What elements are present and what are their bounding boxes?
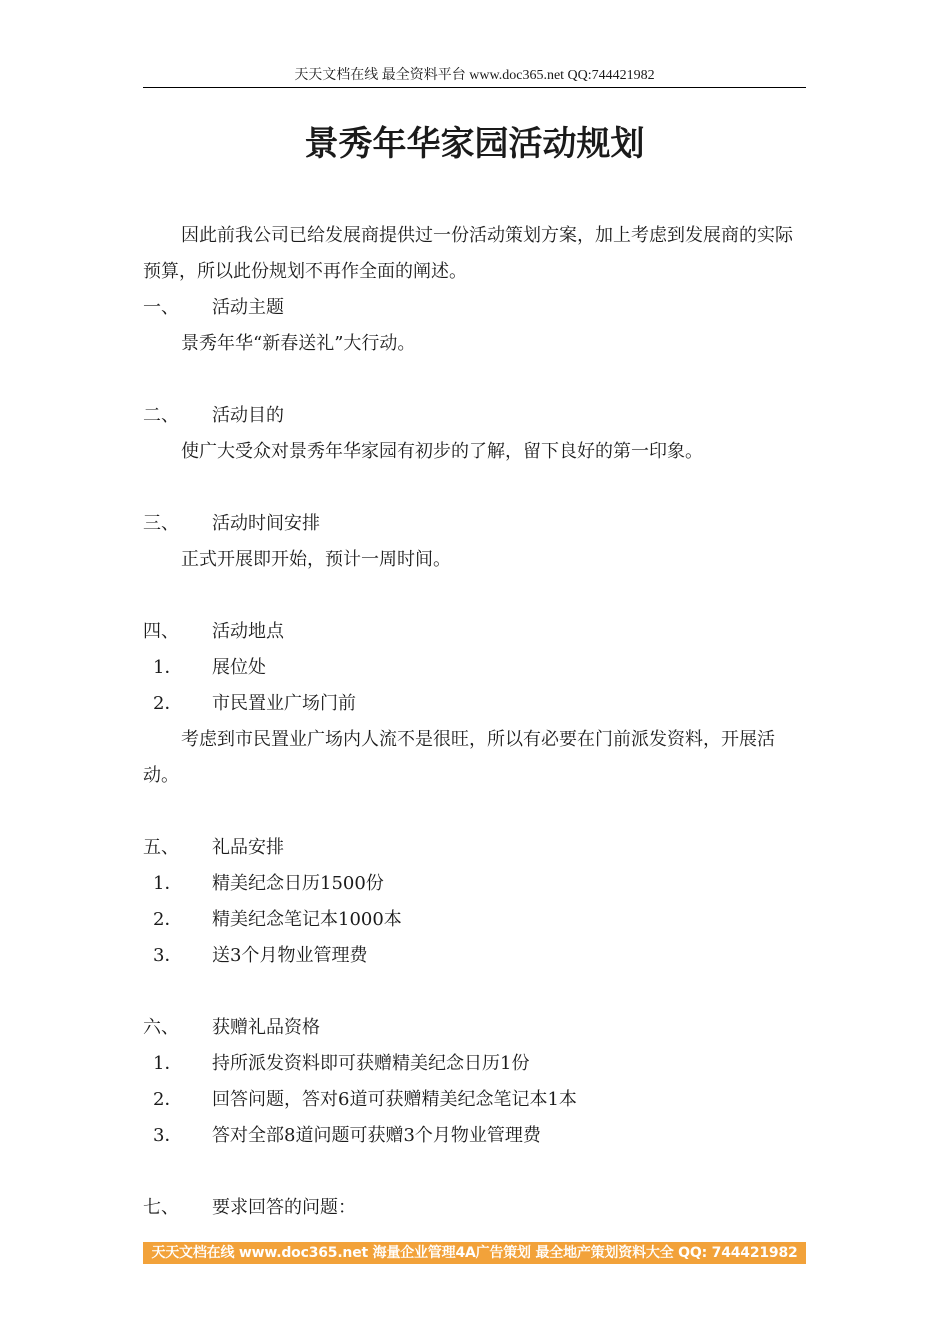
section-title: 活动主题 (212, 297, 284, 318)
list-item-number: 2． (153, 1089, 183, 1110)
list-item (143, 1046, 806, 1082)
list-item-text: 精美纪念笔记本1000本 (212, 909, 402, 930)
list-item (143, 866, 806, 902)
section-heading-5 (143, 830, 806, 866)
list-item-number: 3． (153, 1125, 183, 1146)
list-item (143, 938, 806, 974)
section-number: 六、 (143, 1017, 179, 1038)
list-item (143, 686, 806, 722)
list-item-text: 市民置业广场门前 (212, 693, 356, 714)
list-item-number: 1． (153, 1053, 183, 1074)
page-header: 天天文档在线 最全资料平台 www.doc365.net QQ:744421982 (294, 68, 655, 83)
section-heading-6 (143, 1010, 806, 1046)
document-body (143, 218, 806, 1226)
list-item-number: 2． (153, 693, 183, 714)
section-number: 五、 (143, 837, 179, 858)
section-heading-3 (143, 506, 806, 542)
spacer (143, 578, 806, 614)
list-item-text: 精美纪念日历1500份 (212, 873, 384, 894)
list-item-text: 送3个月物业管理费 (212, 945, 368, 966)
section-title: 获赠礼品资格 (212, 1017, 320, 1038)
spacer (143, 974, 806, 1010)
section-number: 四、 (143, 621, 179, 642)
section-heading-2 (143, 398, 806, 434)
list-item (143, 1082, 806, 1118)
section-heading-4 (143, 614, 806, 650)
list-item-text: 答对全部8道问题可获赠3个月物业管理费 (212, 1125, 541, 1146)
list-item (143, 902, 806, 938)
section-number: 二、 (143, 405, 179, 426)
intro-paragraph: 因此前我公司已给发展商提供过一份活动策划方案，加上考虑到发展商的实际预算，所以此份规划不再作全面的阐述。 (143, 225, 793, 282)
document-title: 景秀年华家园活动规划 (304, 124, 645, 164)
header-divider (143, 87, 806, 88)
section-body: 景秀年华“新春送礼”大行动。 (181, 333, 416, 354)
list-item-text: 回答问题，答对6道可获赠精美纪念笔记本1本 (212, 1089, 577, 1110)
section-title: 礼品安排 (212, 837, 284, 858)
section-title: 活动时间安排 (212, 513, 320, 534)
list-item-text: 展位处 (212, 657, 266, 678)
section-number: 三、 (143, 513, 179, 534)
list-item (143, 1118, 806, 1154)
section-body: 使广大受众对景秀年华家园有初步的了解，留下良好的第一印象。 (181, 441, 703, 462)
section-title: 活动地点 (212, 621, 284, 642)
list-item-number: 2． (153, 909, 183, 930)
section-title: 要求回答的问题： (212, 1197, 356, 1218)
section-heading-7 (143, 1190, 806, 1226)
section-note: 考虑到市民置业广场内人流不是很旺，所以有必要在门前派发资料，开展活动。 (143, 729, 775, 786)
footer-ad-banner[interactable]: 天天文档在线 www.doc365.net 海量企业管理4A广告策划 最全地产策划资料大全 QQ: 744421982 (143, 1242, 806, 1264)
section-number: 七、 (143, 1197, 179, 1218)
spacer (143, 470, 806, 506)
list-item-text: 持所派发资料即可获赠精美纪念日历1份 (212, 1053, 530, 1074)
spacer (143, 1154, 806, 1190)
section-body: 正式开展即开始，预计一周时间。 (181, 549, 451, 570)
section-number: 一、 (143, 297, 179, 318)
list-item (143, 650, 806, 686)
list-item-number: 1． (153, 873, 183, 894)
spacer (143, 362, 806, 398)
section-heading-1 (143, 290, 806, 326)
spacer (143, 794, 806, 830)
section-title: 活动目的 (212, 405, 284, 426)
list-item-number: 3． (153, 945, 183, 966)
list-item-number: 1． (153, 657, 183, 678)
